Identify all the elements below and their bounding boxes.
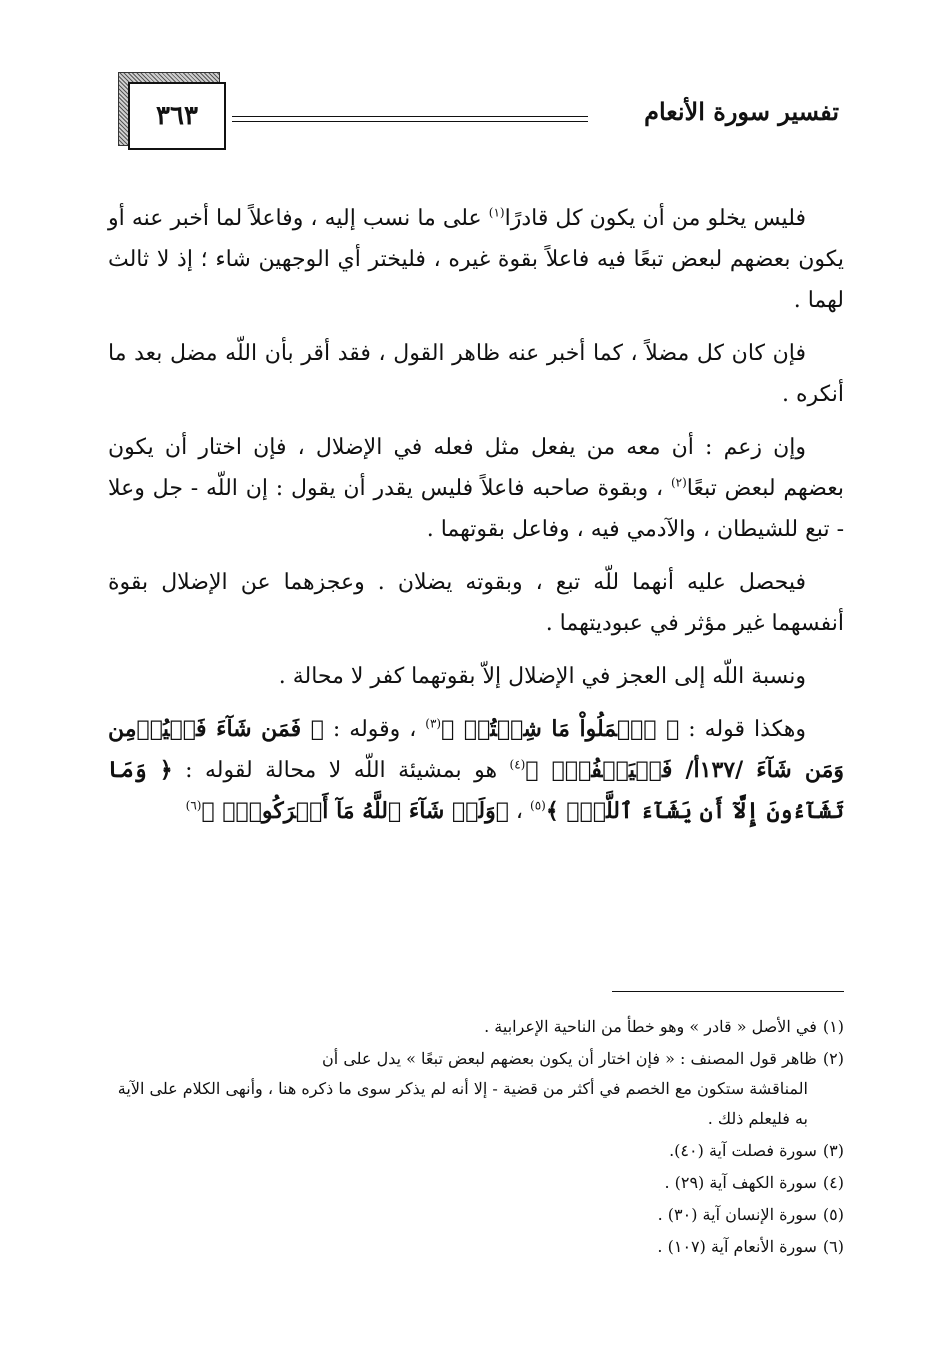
paragraph-1-text-a: فليس يخلو من أن يكون كل قادرًا [504, 206, 806, 231]
footnote-ref-3[interactable]: (٣) [425, 716, 442, 731]
footnote-number: (١) [822, 1017, 844, 1036]
footnote-text: سورة الكهف آية (٢٩) . [664, 1173, 817, 1192]
footnote-text: ظاهر قول المصنف : « فإن اختار أن يكون بعضهم لبعض تبعًا » يدل على أن [322, 1049, 817, 1068]
footnote-5 [108, 1200, 844, 1230]
paragraph-6-text-d: ، [508, 799, 531, 824]
footnote-4 [108, 1168, 844, 1198]
paragraph-6-text-b: ، وقوله : [323, 717, 426, 742]
footnote-text: سورة فصلت آية (٤٠). [669, 1141, 817, 1160]
footnote-text: سورة الأنعام آية (١٠٧) . [657, 1237, 817, 1256]
footnote-ref-4[interactable]: (٤) [509, 757, 526, 772]
paragraph-3 [108, 427, 844, 550]
footnote-number: (٤) [822, 1173, 844, 1192]
footnote-2 [108, 1044, 844, 1134]
footnote-ref-1[interactable]: (١) [488, 205, 505, 220]
footnote-continuation: المناقشة ستكون مع الخصم في أكثر من قضية - إلا أنه لم يذكر سوى ما ذكره هنا ، وأنهى الكلام على الآية به فليعلم ذلك . [117, 1079, 808, 1128]
page-number-frame [128, 82, 226, 150]
quran-verse-2: ﴿ فَمَن شَآءَ فَلۡيُؤۡمِن وَمَن شَآءَ /١٣٧أ/ فَلۡيَكۡفُرۡۚ ﴾ [108, 716, 844, 783]
footnote-text: سورة الإنسان آية (٣٠) . [657, 1205, 817, 1224]
footnote-ref-6[interactable]: (٦) [185, 798, 202, 813]
paragraph-6-text-a: وهكذا قوله : [679, 717, 807, 742]
quran-verse-3: ﴿ وَمَا تَشَآءُونَ إِلَّآ أَن يَشَآءَ ٱللَّهُۚ ﴾ [108, 757, 844, 824]
paragraph-5: ونسبة اللّه إلى العجز في الإضلال إلاّ بقوتهما كفر لا محالة . [278, 664, 806, 689]
footnote-ref-5[interactable]: (٥) [530, 798, 546, 813]
quran-verse-4: ﴿وَلَوۡ شَآءَ ٱللَّهُ مَآ أَشۡرَكُواْۗ ﴾ [201, 798, 509, 824]
footnote-3 [108, 1136, 844, 1166]
footnotes [108, 1012, 844, 1264]
page-title: تفسير سورة الأنعام [644, 97, 839, 126]
paragraph-3-text-a: وإن زعم : أن معه من يفعل مثل فعله في الإضلال ، فإن اختار أن يكون بعضهم لبعض تبعًا [108, 435, 844, 501]
footnote-number: (٦) [822, 1237, 844, 1256]
paragraph-6 [108, 709, 844, 832]
paragraph-6-text-c: هو بمشيئة اللّه لا محالة لقوله : [172, 758, 510, 783]
quran-verse-1: ﴿ ٱعۡمَلُواْ مَا شِئۡتُمۡ ﴾ [441, 716, 680, 742]
footnote-text: في الأصل « قادر » وهو خطأ من الناحية الإعرابية . [484, 1017, 817, 1036]
footnote-number: (٢) [822, 1049, 844, 1068]
paragraph-3-text-b: ، وبقوة صاحبه فاعلاً فليس يقدر أن يقول : إن اللّه - جل وعلا - تبع للشيطان ، والآدمي فيه ، وفاعل بقوتهما . [108, 476, 844, 542]
footnote-ref-2[interactable]: (٢) [670, 475, 687, 490]
footnote-1 [108, 1012, 844, 1042]
paragraph-1 [108, 198, 844, 321]
footnote-number: (٣) [822, 1141, 844, 1160]
header-rule [232, 116, 588, 122]
page-number-box [118, 72, 226, 152]
footnote-separator [612, 991, 844, 992]
paragraph-1-text-b: على ما نسب إليه ، وفاعلاً لما أخبر عنه أو يكون بعضهم لبعض تبعًا فيه فاعلاً بقوة غيره ، فليختر أي الوجهين شاء ؛ إذ لا ثالث لهما . [108, 206, 844, 313]
page-header [0, 0, 949, 160]
paragraph-4: فيحصل عليه أنهما للّه تبع ، وبقوته يضلان . وعجزهما عن الإضلال بقوة أنفسهما غير مؤثر في عبوديتهما . [108, 570, 844, 636]
page-number: ٣٦٣ [156, 101, 198, 131]
footnote-6 [108, 1232, 844, 1262]
paragraph-2: فإن كان كل مضلاً ، كما أخبر عنه ظاهر القول ، فقد أقر بأن اللّه مضل بعد ما أنكره . [108, 341, 844, 407]
main-text [108, 198, 844, 844]
footnote-number: (٥) [822, 1205, 844, 1224]
